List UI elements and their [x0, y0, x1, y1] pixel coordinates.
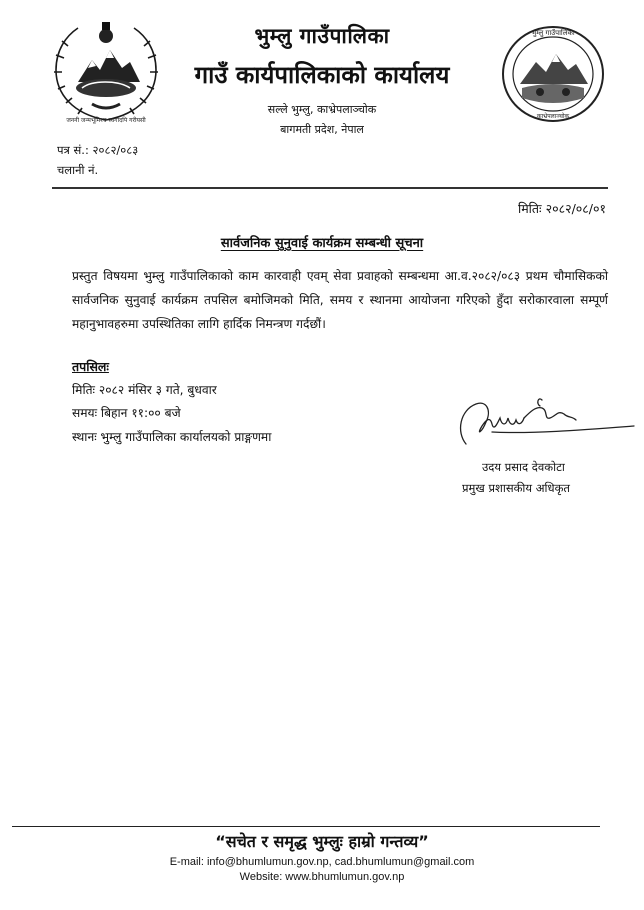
event-date: मितिः २०८२ मंसिर ३ गते, बुधवार: [72, 383, 217, 397]
header-divider: [52, 187, 608, 189]
signatory-name: उदय प्रसाद देवकोटा: [482, 460, 565, 474]
event-venue: स्थानः भुम्लु गाउँपालिका कार्यालयको प्राङ्गणमा: [72, 430, 272, 444]
svg-text:जननी जन्मभूमिश्च स्वर्गादपि गर: जननी जन्मभूमिश्च स्वर्गादपि गरीयसी: [66, 117, 146, 124]
footer-email: E-mail: info@bhumlumun.gov.np, cad.bhumlumun@gmail.com: [169, 856, 475, 868]
details-heading: तपसिलः: [72, 359, 109, 374]
notice-body: प्रस्तुत विषयमा भुम्लु गाउँपालिकाको काम कारवाही एवम् सेवा प्रवाहको सम्बन्धमा आ.व.२०८२/०८३ प्रथम चौमासिकको सार्वजनिक सुनुवाई कार्यक्रम तपसिल बमोजिमको मिति, समय र स्थानमा आयोजना गरिएको हुँदा सरोकारवाला सम्पूर्ण महानुभावहरुमा उपस्थितिका लागि हार्दिक निमन्त्रण गर्दछौं।: [72, 269, 608, 331]
event-time: समयः बिहान ११:०० बजे: [72, 406, 181, 420]
address-line-1: सल्ले भुम्लु, काभ्रेपलाञ्चोक: [267, 103, 377, 116]
signature: [452, 392, 638, 458]
letter-date: [518, 200, 606, 217]
signatory-designation: प्रमुख प्रशासकीय अधिकृत: [462, 481, 570, 495]
subject-text: सार्वजनिक सुनुवाई कार्यक्रम सम्बन्धी सूचना: [220, 236, 424, 251]
letter-number-label: पत्र सं.:: [57, 143, 89, 157]
notice-subject: [0, 233, 644, 251]
dispatch-number: [57, 163, 98, 178]
municipality-name: भुम्लु गाउँपालिका: [254, 24, 390, 48]
letter-number-value: २०८२/०८३: [92, 143, 139, 157]
dispatch-number-label: चलानी नं.: [57, 163, 99, 177]
footer-website: Website: www.bhumlumun.gov.np: [239, 871, 405, 883]
office-name: गाउँ कार्यपालिकाको कार्यालय: [194, 61, 450, 89]
date-label: मितिः: [517, 201, 542, 216]
date-value: २०८२/०८/०१: [545, 201, 606, 216]
footer-slogan: “सचेत र समृद्ध भुम्लुः हाम्रो गन्तव्य”: [215, 832, 429, 851]
letter-number: [57, 143, 138, 158]
address-line-2: बागमती प्रदेश, नेपाल: [280, 123, 364, 136]
footer-divider: [12, 826, 600, 827]
svg-text:भुम्लु गाउँपालिका: भुम्लु गाउँपालिका: [531, 29, 575, 37]
svg-text:काभ्रेपलाञ्चोक: काभ्रेपलाञ्चोक: [536, 113, 570, 120]
